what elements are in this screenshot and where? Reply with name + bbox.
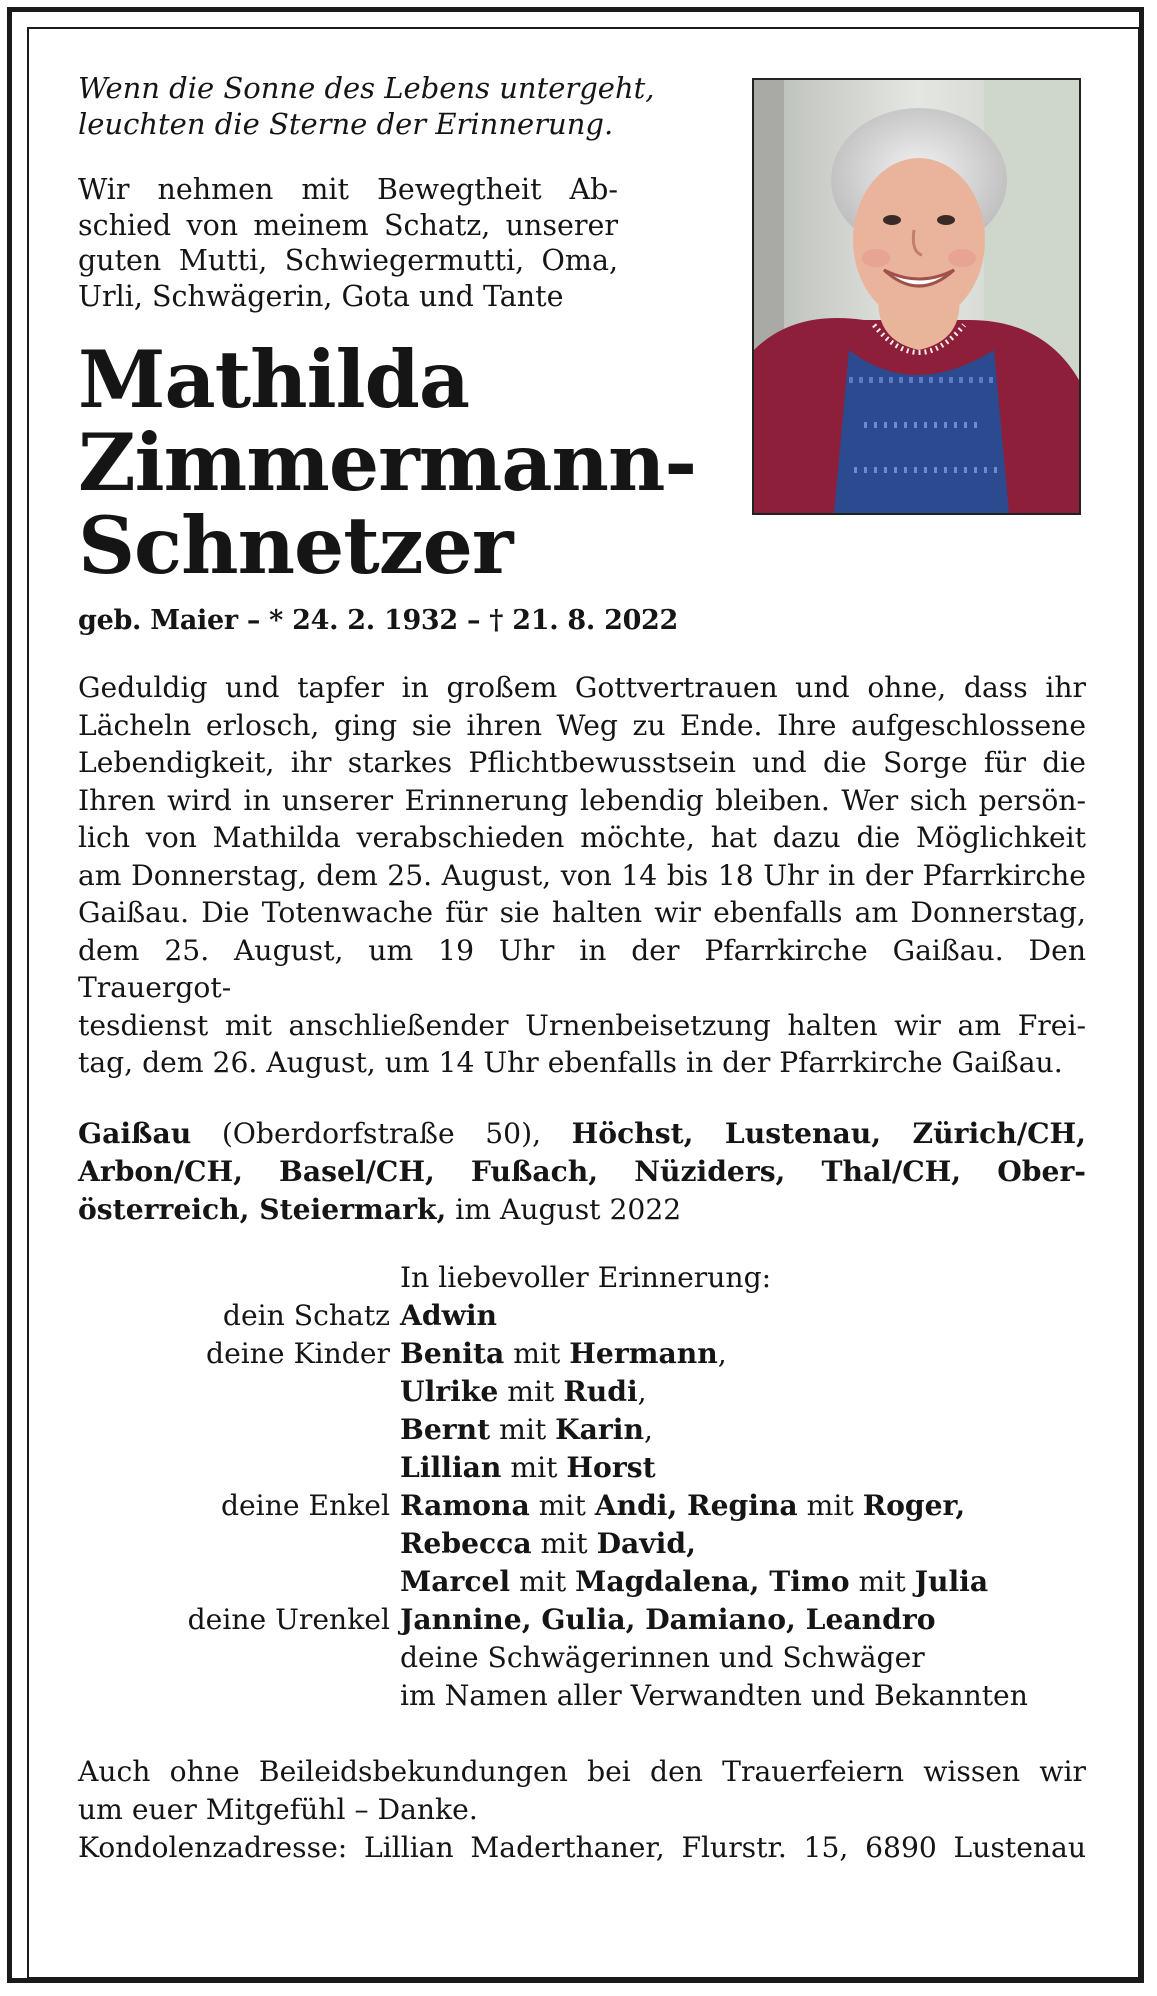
mourner-row [78, 1487, 1088, 1525]
mourner-relation [78, 1677, 400, 1715]
mourner-connector: mit [498, 1374, 564, 1408]
mourners-list [78, 1259, 1088, 1715]
mourner-names [400, 1601, 1088, 1639]
obituary-body [78, 669, 1086, 1082]
place-bold: Gaißau [78, 1116, 192, 1150]
body-line: lich von Mathilda verabschieden möchte, hat dazu die Möglichkeit [78, 821, 1086, 854]
quote-line: Wenn die Sonne des Lebens untergeht, [78, 71, 655, 105]
mourner-connector: , [717, 1336, 727, 1370]
mourner-names [400, 1525, 1088, 1563]
mourner-connector: mit [501, 1450, 567, 1484]
mourner-name: Ramona [400, 1488, 530, 1522]
mourner-name: David, [596, 1526, 696, 1560]
mourner-connector: deine Schwägerinnen und Schwäger [400, 1640, 925, 1674]
place-bold: Arbon/CH, Basel/CH, Fußach, Nüziders, Thal/CH, Ober- [78, 1154, 1086, 1188]
mourner-row [78, 1411, 1088, 1449]
body-line: Ihren wird in unserer Erinnerung lebendig bleiben. Wer sich persön- [78, 783, 1086, 817]
place-regular: im August 2022 [446, 1192, 682, 1226]
place-regular: (Oberdorfstraße 50), [191, 1116, 572, 1150]
mourner-names [400, 1297, 1088, 1335]
mourner-name: Horst [566, 1450, 656, 1484]
closing-line: um euer Mitgefühl – Danke. [78, 1792, 478, 1826]
mourner-relation [78, 1449, 400, 1487]
name-line: Schnetzer [78, 499, 513, 592]
mourner-relation [78, 1411, 400, 1449]
obituary-content [78, 70, 1088, 1867]
mourner-names [400, 1639, 1088, 1677]
mourner-relation: deine Kinder [206, 1336, 390, 1370]
mourner-connector: mit [490, 1412, 556, 1446]
name-line: Mathilda [78, 333, 470, 426]
mourner-name: Rebecca [400, 1526, 532, 1560]
mourner-row [78, 1373, 1088, 1411]
mourner-row [78, 1563, 1088, 1601]
mourner-relation [78, 1373, 400, 1411]
mourner-relation: dein Schatz [222, 1298, 390, 1332]
place-bold: Höchst, Lustenau, Zürich/CH, [571, 1116, 1086, 1150]
mourner-relation [78, 1639, 400, 1677]
body-line: Gaißau. Die Totenwache für sie halten wir ebenfalls am Donnerstag, [78, 896, 1086, 929]
places-line [78, 1153, 1086, 1191]
body-line: Lebendigkeit, ihr starkes Pflichtbewusstsein und die Sorge für die [78, 746, 1086, 779]
intro-line: Wir nehmen mit Bewegtheit Ab- [78, 173, 618, 206]
mourner-name: Magdalena, Timo [575, 1564, 850, 1598]
mourner-name: Marcel [400, 1564, 511, 1598]
mourner-relation [78, 1525, 400, 1563]
mourner-row [78, 1449, 1088, 1487]
body-line: Lächeln erlosch, ging sie ihren Weg zu Ende. Ihre aufgeschlossene [78, 708, 1086, 742]
mourner-row [78, 1601, 1088, 1639]
body-line: am Donnerstag, dem 25. August, von 14 bis 18 Uhr in der Pfarrkirche [78, 858, 1086, 892]
mourner-name: Adwin [400, 1298, 498, 1332]
mourner-relation: deine Enkel [220, 1488, 390, 1522]
mourner-connector: im Namen aller Verwandten und Bekannten [400, 1678, 1028, 1712]
mourner-row [78, 1525, 1088, 1563]
epigraph-quote [78, 70, 718, 142]
quote-line: leuchten die Sterne der Erinnerung. [78, 107, 614, 141]
mourner-row [78, 1639, 1088, 1677]
places-and-date [78, 1115, 1086, 1229]
body-line: dem 25. August, um 19 Uhr in der Pfarrkirche Gaißau. Den Trauergot- [78, 933, 1086, 1004]
mourner-connector: mit [531, 1526, 597, 1560]
mourners-rows [78, 1297, 1088, 1715]
mourner-name: Jannine, Gulia, Damiano, Leandro [400, 1602, 936, 1636]
intro-text [78, 172, 618, 314]
mourner-relation [78, 1563, 400, 1601]
mourner-connector: mit [510, 1564, 576, 1598]
mourner-connector: mit [849, 1564, 915, 1598]
mourner-row [78, 1297, 1088, 1335]
intro-line: guten Mutti, Schwiegermutti, Oma, [78, 244, 618, 277]
condolence-address: Kondolenzadresse: Lillian Maderthaner, Flurstr. 15, 6890 Lustenau [78, 1830, 1086, 1864]
mourner-name: Julia [914, 1564, 989, 1598]
mourner-connector: mit [504, 1336, 570, 1370]
mourner-names [400, 1677, 1088, 1715]
intro-line: schied von meinem Schatz, unserer [78, 208, 618, 242]
mourner-relation: deine Urenkel [187, 1602, 390, 1636]
places-line [78, 1115, 1086, 1153]
closing-note [78, 1753, 1086, 1867]
mourner-name: Lillian [400, 1450, 502, 1484]
body-line: tesdienst mit anschließender Urnenbeisetzung halten wir am Frei- [78, 1008, 1086, 1042]
mourner-row [78, 1335, 1088, 1373]
mourner-name: Roger, [862, 1488, 966, 1522]
mourner-names [400, 1373, 1088, 1411]
mourner-connector: mit [797, 1488, 863, 1522]
place-bold: österreich, Steiermark, [78, 1192, 447, 1226]
mourner-names [400, 1449, 1088, 1487]
name-line: Zimmermann- [78, 416, 697, 509]
mourner-names [400, 1487, 1088, 1525]
mourner-name: Andi, Regina [594, 1488, 798, 1522]
mourner-name: Rudi [563, 1374, 638, 1408]
closing-line: Auch ohne Beileidsbekundungen bei den Trauerfeiern wissen wir [78, 1754, 1086, 1788]
mourner-name: Benita [400, 1336, 505, 1370]
mourner-connector: , [637, 1374, 647, 1408]
mourner-connector: mit [529, 1488, 595, 1522]
mourners-heading: In liebevoller Erinnerung: [400, 1260, 772, 1294]
mourner-row [78, 1677, 1088, 1715]
intro-line: Urli, Schwägerin, Gota und Tante [78, 279, 564, 313]
mourner-names [400, 1411, 1088, 1449]
mourner-names [400, 1335, 1088, 1373]
body-line: Geduldig und tapfer in großem Gottvertrauen und ohne, dass ihr [78, 671, 1086, 704]
deceased-name [78, 333, 1088, 592]
mourner-names [400, 1563, 1088, 1601]
mourner-name: Hermann [569, 1336, 718, 1370]
mourner-connector: , [643, 1412, 653, 1446]
mourner-name: Ulrike [400, 1374, 499, 1408]
body-line: tag, dem 26. August, um 14 Uhr ebenfalls in der Pfarrkirche Gaißau. [78, 1046, 1063, 1079]
life-dates: geb. Maier – * 24. 2. 1932 – † 21. 8. 2022 [78, 605, 679, 636]
places-line [78, 1191, 1086, 1229]
mourner-name: Bernt [400, 1412, 491, 1446]
mourner-name: Karin [555, 1412, 644, 1446]
